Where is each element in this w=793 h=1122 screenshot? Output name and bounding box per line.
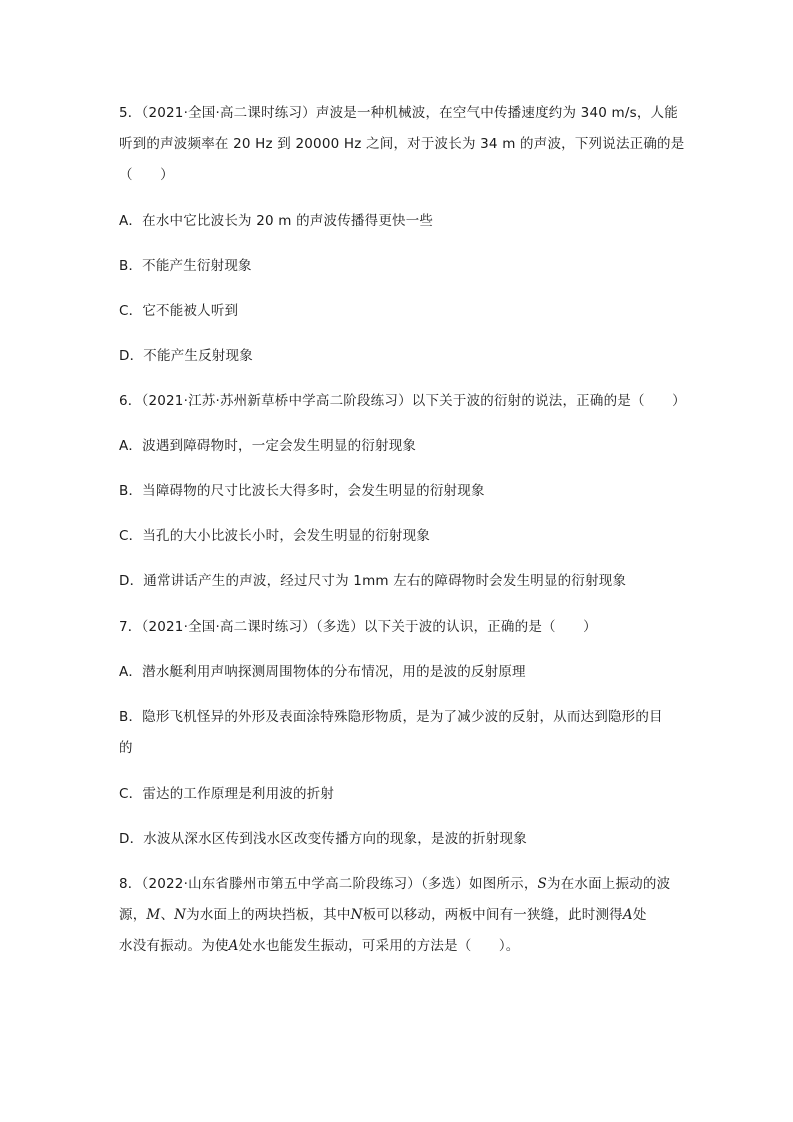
variable-s: S: [537, 876, 547, 892]
question-8-line-1: [119, 874, 670, 894]
question-7-option-d: D．水波从深水区传到浅水区改变传播方向的现象，是波的折射现象: [119, 831, 527, 847]
question-8-text: 源，: [119, 907, 147, 923]
question-7-option-c: C．雷达的工作原理是利用波的折射: [119, 786, 335, 802]
question-6-option-a: A．波遇到障碍物时，一定会发生明显的衍射现象: [119, 438, 417, 454]
question-5-option-a: A．在水中它比波长为 20 m 的声波传播得更快一些: [119, 213, 434, 229]
question-8-text: 处: [632, 907, 647, 923]
question-8-text: 、: [160, 907, 175, 923]
question-5-answer-bracket: （ ）: [119, 167, 174, 183]
question-6-option-b: B．当障碍物的尺寸比波长大得多时，会发生明显的衍射现象: [119, 483, 485, 499]
question-8-text: 处水也能发生振动，可采用的方法是（ ）。: [238, 938, 520, 954]
variable-n: N: [174, 907, 187, 923]
variable-n: N: [350, 907, 363, 923]
variable-a: A: [228, 938, 239, 954]
question-6-option-d: D．通常讲话产生的声波，经过尺寸为 1mm 左右的障碍物时会发生明显的衍射现象: [119, 573, 627, 589]
question-8-text: 板可以移动，两板中间有一狭缝，此时测得: [362, 907, 623, 923]
question-5-option-c: C．它不能被人听到: [119, 303, 239, 319]
question-7-option-b: B．隐形飞机怪异的外形及表面涂特殊隐形物质，是为了减少波的反射，从而达到隐形的目: [119, 709, 663, 725]
question-8-text: 为水面上的两块挡板，其中: [186, 907, 351, 923]
variable-m: M: [146, 907, 161, 923]
question-5-option-b: B．不能产生衍射现象: [119, 258, 252, 274]
question-8-text: 8．（2022·山东省滕州市第五中学高二阶段练习）（多选）如图所示，: [119, 876, 538, 892]
question-8-line-2: [119, 905, 647, 925]
question-5-line-2: 听到的声波频率在 20 Hz 到 20000 Hz 之间，对于波长为 34 m 的声波，下列说法正确的是: [119, 136, 685, 152]
question-8-line-3: [119, 936, 520, 956]
question-8-text: 为在水面上振动的波: [547, 876, 671, 892]
question-8-text: 水没有振动。为使: [119, 938, 229, 954]
question-5-option-d: D．不能产生反射现象: [119, 348, 253, 364]
question-6-stem: 6．（2021·江苏·苏州新草桥中学高二阶段练习）以下关于波的衍射的说法，正确的是（ ）: [119, 393, 686, 409]
variable-a: A: [622, 907, 633, 923]
question-7-option-a: A．潜水艇利用声呐探测周围物体的分布情况，用的是波的反射原理: [119, 664, 526, 680]
question-6-option-c: C．当孔的大小比波长小时，会发生明显的衍射现象: [119, 528, 431, 544]
question-7-option-b-continued: 的: [119, 740, 133, 756]
question-5-line-1: 5．（2021·全国·高二课时练习）声波是一种机械波，在空气中传播速度约为 340 m/s，人能: [119, 105, 678, 121]
question-7-stem: 7．（2021·全国·高二课时练习）（多选）以下关于波的认识，正确的是（ ）: [119, 619, 597, 635]
